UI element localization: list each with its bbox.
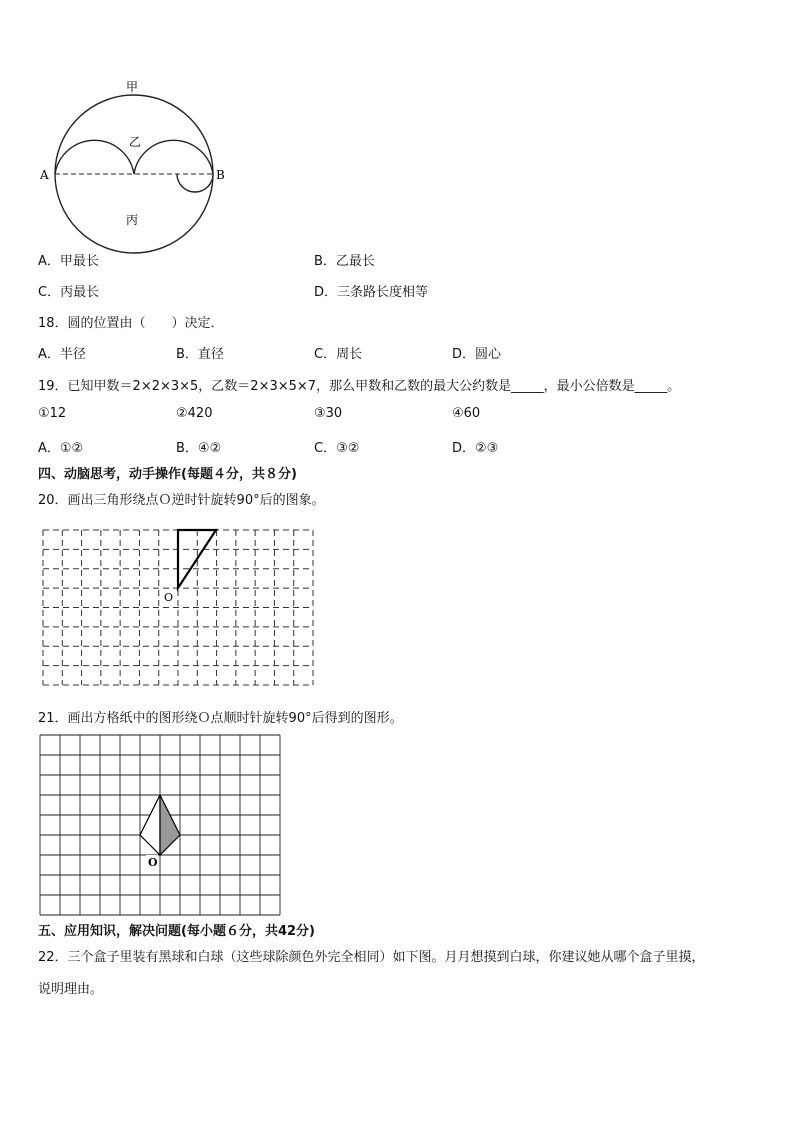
q19-option-c[interactable]: C．③② bbox=[314, 441, 360, 456]
q17-option-d[interactable]: D．三条路长度相等 bbox=[314, 285, 429, 300]
label-b: B bbox=[216, 168, 225, 182]
section4-title: 四、动脑思考，动手操作(每题４分，共８分) bbox=[38, 467, 297, 482]
label-yi: 乙 bbox=[129, 135, 142, 149]
q19-option-d[interactable]: D．②③ bbox=[452, 441, 499, 456]
q18-option-c[interactable]: C．周长 bbox=[314, 347, 363, 362]
q17-option-c[interactable]: C．丙最长 bbox=[38, 285, 100, 300]
q18-option-d[interactable]: D．圆心 bbox=[452, 347, 502, 362]
q19-choice-4: ④60 bbox=[452, 406, 481, 421]
q21-point-o-label: O bbox=[148, 856, 158, 869]
q18-option-b[interactable]: B．直径 bbox=[176, 347, 224, 362]
q19-choice-1: ①12 bbox=[38, 406, 67, 421]
q17-option-b[interactable]: B．乙最长 bbox=[314, 254, 375, 269]
q20-question: 20．画出三角形绕点Ｏ逆时针旋转90°后的图象。 bbox=[38, 493, 325, 508]
q19-option-b[interactable]: B．④② bbox=[176, 441, 222, 456]
section5-title: 五、应用知识，解决问题(每小题６分，共42分) bbox=[38, 924, 315, 939]
q19-choice-2: ②420 bbox=[176, 406, 213, 421]
q18-option-a[interactable]: A．半径 bbox=[38, 347, 86, 362]
q21-question: 21．画出方格纸中的图形绕Ｏ点顺时针旋转90°后得到的图形。 bbox=[38, 711, 403, 726]
q19-choice-3: ③30 bbox=[314, 406, 343, 421]
q17-option-a[interactable]: A．甲最长 bbox=[38, 254, 99, 269]
q20-point-o-label: O bbox=[164, 591, 174, 604]
q22-question-line2: 说明理由。 bbox=[38, 982, 104, 997]
label-a: A bbox=[40, 168, 49, 182]
q22-question-line1: 22．三个盒子里装有黑球和白球（这些球除颜色外完全相同）如下图。月月想摸到白球，你建议她从哪个盒子里摸， bbox=[38, 950, 705, 965]
q19-question: 19．已知甲数＝2×2×3×5，乙数＝2×3×5×7，那么甲数和乙数的最大公约数是_____，最小公倍数是_____。 bbox=[38, 379, 681, 394]
label-bing: 丙 bbox=[126, 213, 139, 227]
q21-kite-right-shaded bbox=[160, 795, 180, 855]
q21-kite-left bbox=[140, 795, 160, 855]
q18-question: 18．圆的位置由（ ）决定． bbox=[38, 316, 224, 331]
q19-option-a[interactable]: A．①② bbox=[38, 441, 84, 456]
label-jia: 甲 bbox=[126, 80, 139, 94]
